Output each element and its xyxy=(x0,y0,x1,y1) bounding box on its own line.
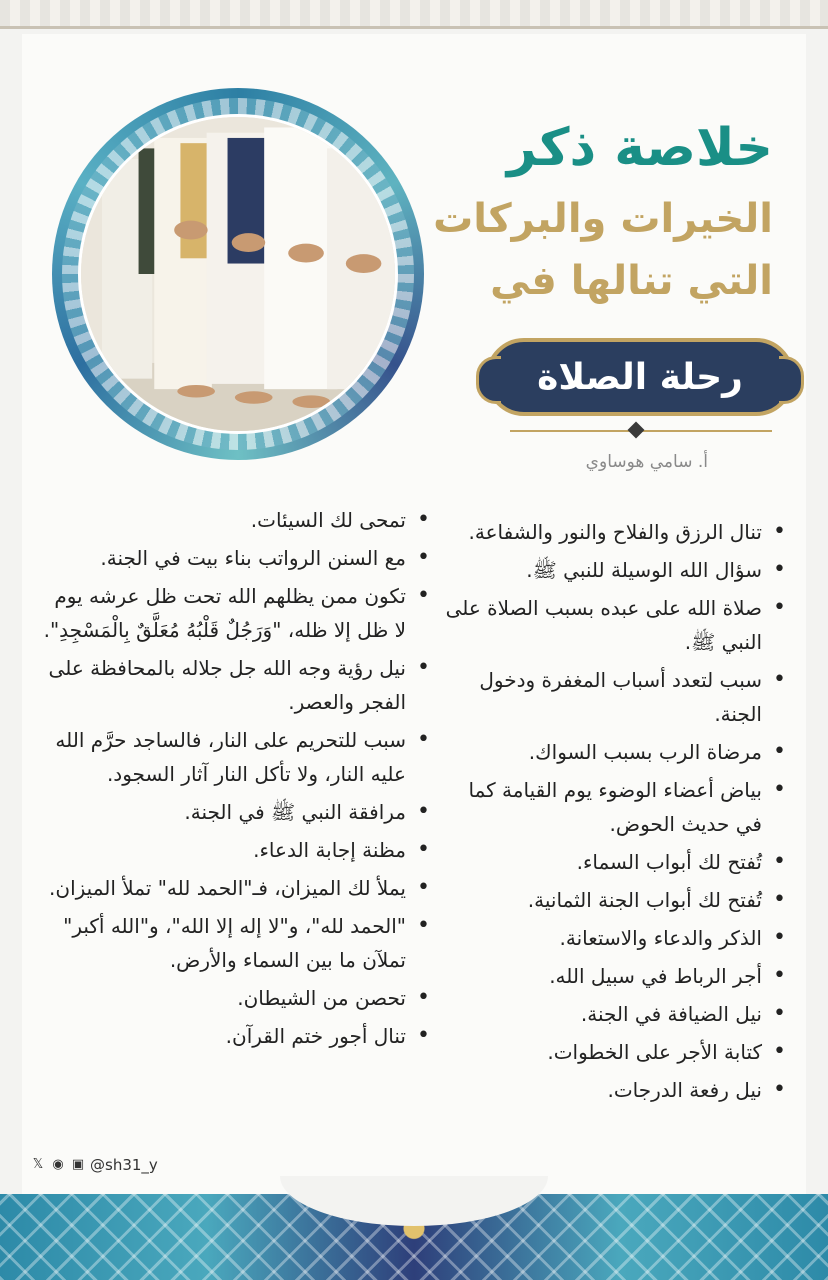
list-item: • مظنة إجابة الدعاء. xyxy=(40,833,432,867)
author-name: أ. سامي هوساوي xyxy=(585,452,708,472)
list-item: • تكون ممن يظلهم الله تحت ظل عرشه يوم لا ظل إلا ظله، "وَرَجُلٌ قَلْبُهُ مُعَلَّقٌ بِالْمَسْجِدِ". xyxy=(40,579,432,647)
list-item: • يملأ لك الميزان، فـ"الحمد لله" تملأ الميزان. xyxy=(40,871,432,905)
snapchat-icon[interactable]: ◉ xyxy=(52,1157,64,1172)
title-banner xyxy=(486,338,794,416)
list-item: • تحصن من الشيطان. xyxy=(40,981,432,1015)
instagram-icon[interactable]: ▣ xyxy=(71,1157,85,1172)
top-border-pattern xyxy=(0,0,828,27)
x-icon[interactable]: 𝕏 xyxy=(32,1157,44,1172)
list-item: • تنال أجور ختم القرآن. xyxy=(40,1019,432,1053)
list-item: • أجر الرباط في سبيل الله. xyxy=(443,959,788,993)
benefits-list-left xyxy=(40,503,432,1057)
list-item: • سبب لتعدد أسباب المغفرة ودخول الجنة. xyxy=(443,663,788,731)
list-item: • سؤال الله الوسيلة للنبي ﷺ. xyxy=(443,553,788,587)
list-item: • مرضاة الرب بسبب السواك. xyxy=(443,735,788,769)
list-item: • سبب للتحريم على النار، فالساجد حرَّم الله عليه النار، ولا تأكل النار آثار السجود. xyxy=(40,723,432,791)
prayer-photo-frame xyxy=(52,88,424,460)
list-item: • نيل الضيافة في الجنة. xyxy=(443,997,788,1031)
list-item: • الذكر والدعاء والاستعانة. xyxy=(443,921,788,955)
list-item: • تنال الرزق والفلاح والنور والشفاعة. xyxy=(443,515,788,549)
banner-title: رحلة الصلاة xyxy=(537,356,743,398)
title-line-2: الخيرات والبركات xyxy=(433,196,773,242)
list-item: • نيل رؤية وجه الله جل جلاله بالمحافظة على الفجر والعصر. xyxy=(40,651,432,719)
top-divider xyxy=(0,26,828,29)
list-item: • تُفتح لك أبواب السماء. xyxy=(443,845,788,879)
social-handles xyxy=(30,1156,158,1174)
list-item: • مع السنن الرواتب بناء بيت في الجنة. xyxy=(40,541,432,575)
list-item: • مرافقة النبي ﷺ في الجنة. xyxy=(40,795,432,829)
list-item: • تُفتح لك أبواب الجنة الثمانية. xyxy=(443,883,788,917)
prayer-photo xyxy=(78,114,398,434)
title-line-1: خلاصة ذكر xyxy=(506,118,773,178)
list-item: • صلاة الله على عبده بسبب الصلاة على النبي ﷺ. xyxy=(443,591,788,659)
title-line-3: التي تنالها في xyxy=(490,258,773,304)
list-item: • نيل رفعة الدرجات. xyxy=(443,1073,788,1107)
social-handle[interactable]: @sh31_y xyxy=(90,1156,158,1174)
praying-men-illustration xyxy=(81,117,395,431)
benefits-list-right xyxy=(443,515,788,1111)
list-item: • كتابة الأجر على الخطوات. xyxy=(443,1035,788,1069)
list-item: • تمحى لك السيئات. xyxy=(40,503,432,537)
list-item: • "الحمد لله"، و"لا إله إلا الله"، و"الله أكبر" تملآن ما بين السماء والأرض. xyxy=(40,909,432,977)
list-item: • بياض أعضاء الوضوء يوم القيامة كما في حديث الحوض. xyxy=(443,773,788,841)
